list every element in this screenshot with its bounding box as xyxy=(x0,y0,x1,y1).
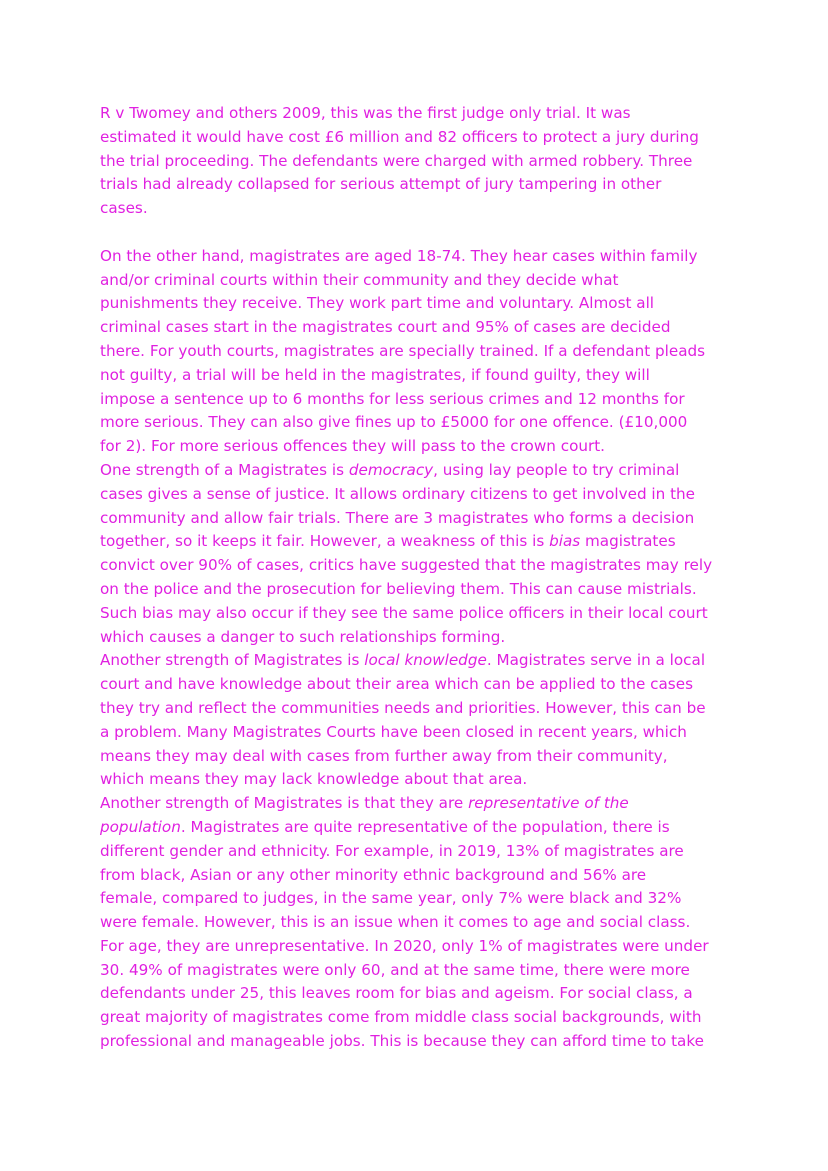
paragraph-representative xyxy=(100,792,734,1054)
paragraph-spacer xyxy=(100,221,734,245)
text-run: One strength of a Magistrates is xyxy=(100,460,349,479)
emphasis-bias: bias xyxy=(549,532,581,551)
text-run: Another strength of Magistrates is that they are xyxy=(100,794,469,813)
text-run: . Magistrates serve in a local court and have knowledge about their area which can be applied to the cases they try and reflect the communities needs and priorities. However, this can be a problem. Many Magistrates Courts have been closed in recent years, which means they may deal with cases from further away from their community, which means they may lack knowledge about that area. xyxy=(100,651,706,789)
paragraph-democracy-bias xyxy=(100,459,734,649)
text-run: magistrates convict over 90% of cases, critics have suggested that the magistrates may rely on the police and the prosecution for believing them. This can cause mistrials. Such bias may also occur if they see the same police officers in their local court which causes a danger to such relationships forming. xyxy=(100,532,713,646)
document-page xyxy=(100,102,734,1054)
text-run: , using lay people to try criminal cases gives a sense of justice. It allows ordinary citizens to get involved in the community and allow fair trials. There are 3 magistrates who forms a decision together, so it keeps it fair. However, a weakness of this is xyxy=(100,460,696,551)
emphasis-representative: representative of the population xyxy=(100,794,629,836)
text-run: . Magistrates are quite representative of the population, there is different gender and ethnicity. For example, in 2019, 13% of magistrates are from black, Asian or any other minority ethnic background and 56% are female, compared to judges, in the same year, only 7% were black and 32% were female. However, this is an issue when it comes to age and social class. For age, they are unrepresentative. In 2020, only 1% of magistrates were under 30. 49% of magistrates were only 60, and at the same time, there were more defendants under 25, this leaves room for bias and ageism. For social class, a great majority of magistrates come from middle class social backgrounds, with professional and manageable jobs. This is because they can afford time to take xyxy=(100,817,709,1051)
paragraph-magistrates-overview: On the other hand, magistrates are aged 18-74. They hear cases within family and/or criminal courts within their community and they decide what punishments they receive. They work part time and voluntary. Almost all criminal cases start in the magistrates court and 95% of cases are decided there. For youth courts, magistrates are specially trained. If a defendant pleads not guilty, a trial will be held in the magistrates, if found guilty, they will impose a sentence up to 6 months for less serious crimes and 12 months for more serious. They can also give fines up to £5000 for one offence. (£10,000 for 2). For more serious offences they will pass to the crown court. xyxy=(100,246,706,456)
paragraph-local-knowledge xyxy=(100,649,734,792)
emphasis-democracy: democracy xyxy=(348,460,434,479)
text-run: Another strength of Magistrates is xyxy=(100,651,365,670)
emphasis-local-knowledge: local knowledge xyxy=(364,651,487,670)
paragraph-twomey-case: R v Twomey and others 2009, this was the first judge only trial. It was estimated it would have cost £6 million and 82 officers to protect a jury during the trial proceeding. The defendants were charged with armed robbery. Three trials had already collapsed for serious attempt of jury tampering in other cases. xyxy=(100,104,699,218)
